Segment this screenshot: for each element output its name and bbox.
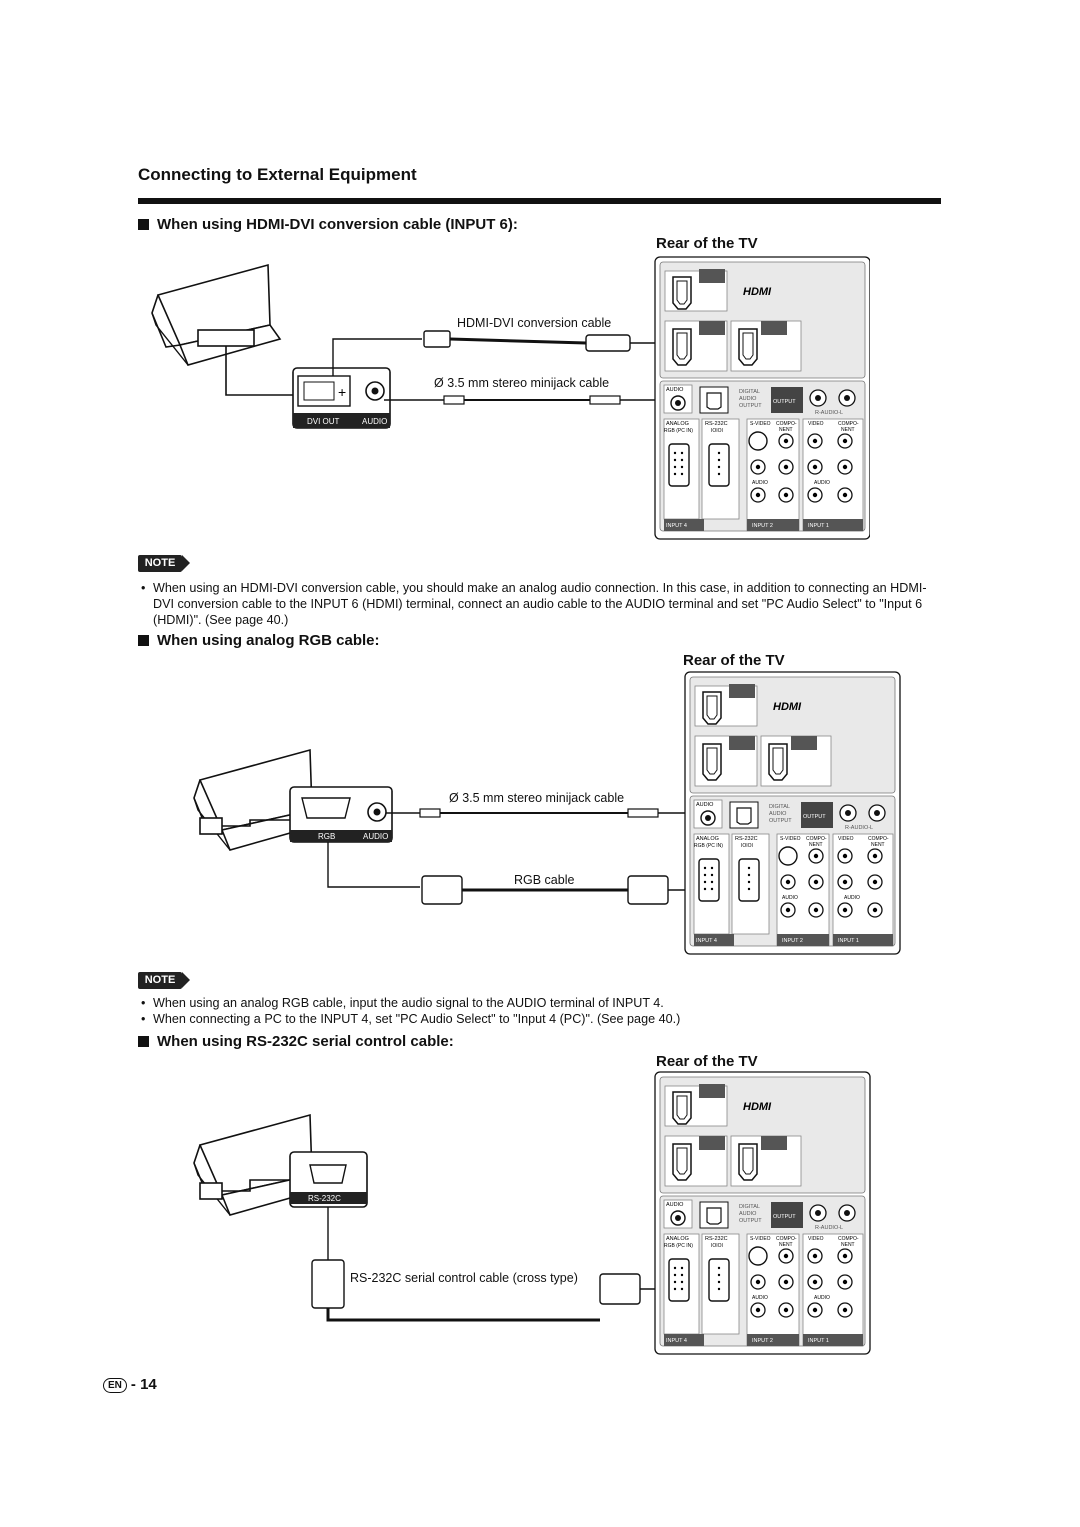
tv-rear-panel (655, 257, 870, 539)
rear-label-2: Rear of the TV (683, 652, 785, 669)
note2-bullet-1 (138, 995, 938, 1011)
note2-bullet-2 (138, 1011, 938, 1027)
bullet-dot: • (141, 1012, 146, 1026)
laptop-port-highlight (198, 330, 254, 346)
tv-rear-panel (655, 1072, 870, 1354)
port-rgb-label: RGB (318, 832, 336, 841)
port-dvi-label: DVI OUT (307, 417, 340, 426)
rs232c-cable-label: RS-232C serial control cable (cross type) (350, 1271, 578, 1285)
bullet-dot: • (141, 581, 146, 595)
note-badge-1: NOTE (138, 555, 182, 572)
section3-title-text: When using RS-232C serial control cable: (157, 1033, 454, 1050)
rear-label-1: Rear of the TV (656, 235, 758, 252)
port-rs232c-label: RS-232C (308, 1194, 341, 1203)
svg-text:+: + (338, 384, 347, 400)
note1-bullet (138, 580, 938, 628)
minijack-cable-label-1: Ø 3.5 mm stereo minijack cable (434, 376, 610, 390)
page-title: Connecting to External Equipment (138, 165, 417, 184)
rgb-cable-label: RGB cable (514, 873, 575, 887)
language-badge: EN (103, 1378, 127, 1393)
square-bullet-icon (138, 219, 149, 230)
square-bullet-icon (138, 635, 149, 646)
note2-text-1: When using an analog RGB cable, input the audio signal to the AUDIO terminal of INPUT 4. (153, 996, 664, 1010)
rs232c-diagram (150, 1070, 890, 1360)
tv-rear-panel (685, 672, 900, 954)
hdmi-plug-icon (586, 335, 630, 351)
note2-text-2: When connecting a PC to the INPUT 4, set "PC Audio Select" to "Input 4 (PC)". (See page 40.) (153, 1012, 681, 1026)
hdmi-dvi-cable-label: HDMI-DVI conversion cable (457, 316, 612, 330)
section3-title (138, 1033, 454, 1050)
laptop-icon (152, 265, 280, 365)
rs232c-plug-icon (600, 1274, 640, 1304)
section1-title (138, 216, 518, 233)
rear-label-3: Rear of the TV (656, 1053, 758, 1070)
vga-plug-icon (628, 876, 668, 904)
port-audio-label-1: AUDIO (362, 417, 388, 426)
dvi-plug-icon (424, 331, 450, 347)
note1-text: When using an HDMI-DVI conversion cable, you should make an analog audio connection. In this case, in addition to connecting an HDMI-DVI conversion cable to the INPUT 6 (HDMI) terminal, connect an audio cable to the AUDIO terminal and set "PC Audio Select" to "Input 6 (HDMI)". (See page 40.) (153, 581, 927, 627)
page-number-value: 14 (140, 1376, 157, 1393)
section2-title-text: When using analog RGB cable: (157, 632, 380, 649)
rgb-diagram (150, 670, 910, 960)
heading-rule (138, 198, 941, 204)
minijack-plug-icon (590, 396, 620, 404)
note-badge-2: NOTE (138, 972, 182, 989)
page-number-sep: - (130, 1376, 136, 1393)
page-number (103, 1376, 157, 1393)
section1-title-text: When using HDMI-DVI conversion cable (INPUT 6): (157, 216, 518, 233)
minijack-plug-icon (444, 396, 464, 404)
minijack-cable-label-2: Ø 3.5 mm stereo minijack cable (449, 791, 625, 805)
port-audio-label-2: AUDIO (363, 832, 389, 841)
rs232c-plug-icon (312, 1260, 344, 1308)
bullet-dot: • (141, 996, 146, 1010)
hdmi-dvi-diagram (150, 255, 870, 545)
section2-title (138, 632, 380, 649)
vga-plug-icon (422, 876, 462, 904)
square-bullet-icon (138, 1036, 149, 1047)
